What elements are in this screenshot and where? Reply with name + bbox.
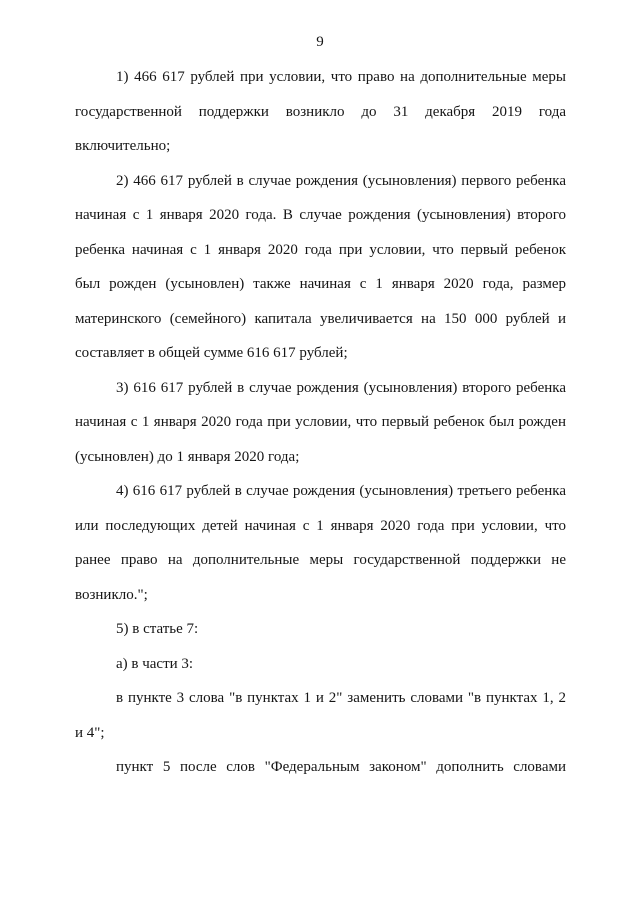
paragraph-line: составляет в общей сумме 616 617 рублей; <box>75 345 348 361</box>
paragraph-line: в пункте 3 слова "в пунктах 1 и 2" заменить словами "в пунктах 1, 2 <box>116 690 566 706</box>
paragraph-line: материнского (семейного) капитала увеличивается на 150 000 рублей и <box>75 310 566 327</box>
paragraph-line: 5) в статье 7: <box>116 621 199 637</box>
paragraph-item-4 <box>75 474 566 612</box>
page-number: 9 <box>316 34 324 50</box>
paragraph-line: (усыновлен) до 1 января 2020 года; <box>75 448 300 465</box>
paragraph-line: и 4"; <box>75 724 105 741</box>
paragraph-line: или последующих детей начиная с 1 января 2020 года при условии, что <box>75 517 566 534</box>
paragraph-line: а) в части 3: <box>116 655 194 672</box>
paragraph-line: 3) 616 617 рублей в случае рождения (усыновления) второго ребенка <box>116 379 566 396</box>
paragraph-item-7 <box>75 681 566 750</box>
paragraph-line: пункт 5 после слов "Федеральным законом" дополнить словами <box>116 759 566 775</box>
paragraph-line: включительно; <box>75 138 171 154</box>
paragraph-line: государственной поддержки возникло до 31 декабря 2019 года <box>75 103 566 120</box>
paragraph-line: начиная с 1 января 2020 года. В случае рождения (усыновления) второго <box>75 207 566 223</box>
paragraph-item-5 <box>75 612 566 647</box>
paragraph-line: начиная с 1 января 2020 года при условии, что первый ребенок был рожден <box>75 414 566 430</box>
paragraph-item-6 <box>75 647 566 682</box>
paragraph-line: ранее право на дополнительные меры государственной поддержки не <box>75 552 566 568</box>
paragraph-item-1 <box>75 60 566 164</box>
paragraph-item-3 <box>75 371 566 475</box>
paragraph-line: 2) 466 617 рублей в случае рождения (усыновления) первого ребенка <box>116 172 566 189</box>
document-body <box>75 60 566 785</box>
paragraph-line: ребенка начиная с 1 января 2020 года при условии, что первый ребенок <box>75 241 566 258</box>
paragraph-line: возникло."; <box>75 586 148 603</box>
paragraph-item-8 <box>75 750 566 785</box>
paragraph-line: 1) 466 617 рублей при условии, что право на дополнительные меры <box>116 69 566 85</box>
paragraph-line: 4) 616 617 рублей в случае рождения (усыновления) третьего ребенка <box>116 483 566 499</box>
paragraph-item-2 <box>75 164 566 371</box>
paragraph-line: был рожден (усыновлен) также начиная с 1 января 2020 года, размер <box>75 276 566 292</box>
